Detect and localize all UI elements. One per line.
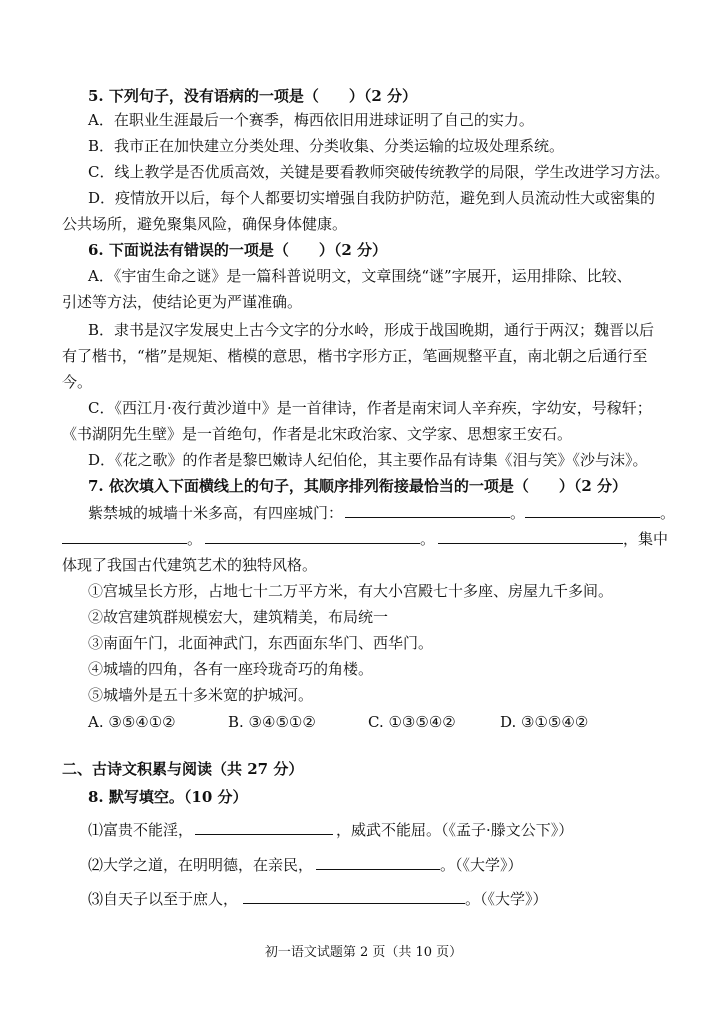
q7-period-3: 。: [187, 530, 203, 548]
q7-tail: 体现了我国古代建筑艺术的独特风格。: [62, 556, 318, 574]
q7-blank-3[interactable]: [62, 529, 187, 544]
q6-option-b-line2: 有了楷书，“楷”是规矩、楷模的意思，楷书字形方正，笔画规整平直，南北朝之后通行至: [62, 347, 648, 365]
q8-stem: 8. 默写填空。（10 分）: [88, 788, 248, 806]
q5-option-d-line1: D．疫情放开以后，每个人都要切实增强自我防护防范，避免到人员流动性大或密集的: [88, 189, 656, 207]
q8-line1-end: ，威武不能屈。（《孟子·滕文公下》）: [336, 821, 574, 839]
q5-option-d-line2: 公共场所，避免聚集风险，确保身体健康。: [62, 215, 348, 233]
q7-blank-4[interactable]: [205, 529, 420, 544]
q8-line1-start: ⑴富贵不能淫，: [88, 821, 194, 839]
q6-stem: 6. 下面说法有错误的一项是（ ）（2 分）: [88, 241, 388, 259]
q8-line3-start: ⑶自天子以至于庶人，: [88, 890, 239, 908]
q6-option-c-line1: C．《西江月·夜行黄沙道中》是一首律诗，作者是南宋词人辛弃疾，字幼安，号稼轩；: [88, 399, 652, 417]
q7-choice-d[interactable]: D. ③①⑤④②: [500, 713, 589, 731]
q5-option-b: B．我市正在加快建立分类处理、分类收集、分类运输的垃圾处理系统。: [88, 137, 565, 155]
q6-option-d: D．《花之歌》的作者是黎巴嫩诗人纪伯伦，其主要作品有诗集《泪与笑》《沙与沫》。: [88, 451, 648, 469]
q7-choice-c[interactable]: C. ①③⑤④②: [368, 713, 456, 731]
q8-line2-end: 。（《大学》）: [440, 856, 523, 874]
q7-choice-a[interactable]: A. ③⑤④①②: [88, 713, 176, 731]
q7-blank-5[interactable]: [438, 529, 623, 544]
q5-stem: 5. 下列句子，没有语病的一项是（ ）（2 分）: [88, 87, 418, 105]
q7-sentence-4: ④城墙的四角，各有一座玲珑奇巧的角楼。: [88, 660, 374, 678]
q7-period-2: 。: [660, 504, 676, 522]
section-2-title: 二、古诗文积累与阅读（共 27 分）: [62, 760, 304, 778]
q5-option-c: C．线上教学是否优质高效，关键是要看教师突破传统教学的局限，学生改进学习方法。: [88, 163, 670, 181]
q7-blank-2[interactable]: [525, 503, 660, 518]
q7-sentence-5: ⑤城墙外是五十多米宽的护城河。: [88, 686, 314, 704]
q7-sentence-1: ①宫城呈长方形，占地七十二万平方米，有大小宫殿七十多座、房屋九千多间。: [88, 582, 614, 600]
q6-option-b-line1: B．隶书是汉字发展史上古今文字的分水岭，形成于战国晚期，通行于两汉；魏晋以后: [88, 321, 655, 339]
q6-option-c-line2: 《书湖阴先生壁》是一首绝句，作者是北宋政治家、文学家、思想家王安石。: [62, 425, 573, 443]
q7-sentence-3: ③南面午门，北面神武门，东西面东华门、西华门。: [88, 634, 434, 652]
q7-period-4: 。: [420, 530, 436, 548]
page-footer: 初一语文试题第 2 页（共 10 页）: [264, 945, 463, 960]
q7-comma-jizhong: ，集中: [623, 530, 669, 548]
q8-blank-3[interactable]: [243, 889, 465, 904]
q6-option-a-line1: A．《宇宙生命之谜》是一篇科普说明文，文章围绕“谜”字展开，运用排除、比较、: [88, 267, 632, 285]
q8-line2-start: ⑵大学之道，在明明德，在亲民，: [88, 856, 314, 874]
q8-blank-1[interactable]: [195, 820, 333, 835]
q7-stem: 7. 依次填入下面横线上的句子，其顺序排列衔接最恰当的一项是（ ）（2 分）: [88, 477, 628, 495]
q7-intro: 紫禁城的城墙十米多高，有四座城门：: [88, 504, 344, 522]
q7-blank-1[interactable]: [345, 503, 510, 518]
q5-option-a: A．在职业生涯最后一个赛季，梅西依旧用进球证明了自己的实力。: [88, 111, 534, 129]
q7-period-1: 。: [510, 504, 526, 522]
q8-blank-2[interactable]: [316, 855, 440, 870]
q6-option-a-line2: 引述等方法，使结论更为严谨准确。: [62, 293, 303, 311]
q6-option-b-line3: 今。: [62, 373, 93, 391]
q8-line3-end: 。（《大学》）: [465, 890, 548, 908]
q7-sentence-2: ②故宫建筑群规模宏大，建筑精美，布局统一: [88, 608, 389, 626]
q7-choice-b[interactable]: B. ③④⑤①②: [228, 713, 316, 731]
